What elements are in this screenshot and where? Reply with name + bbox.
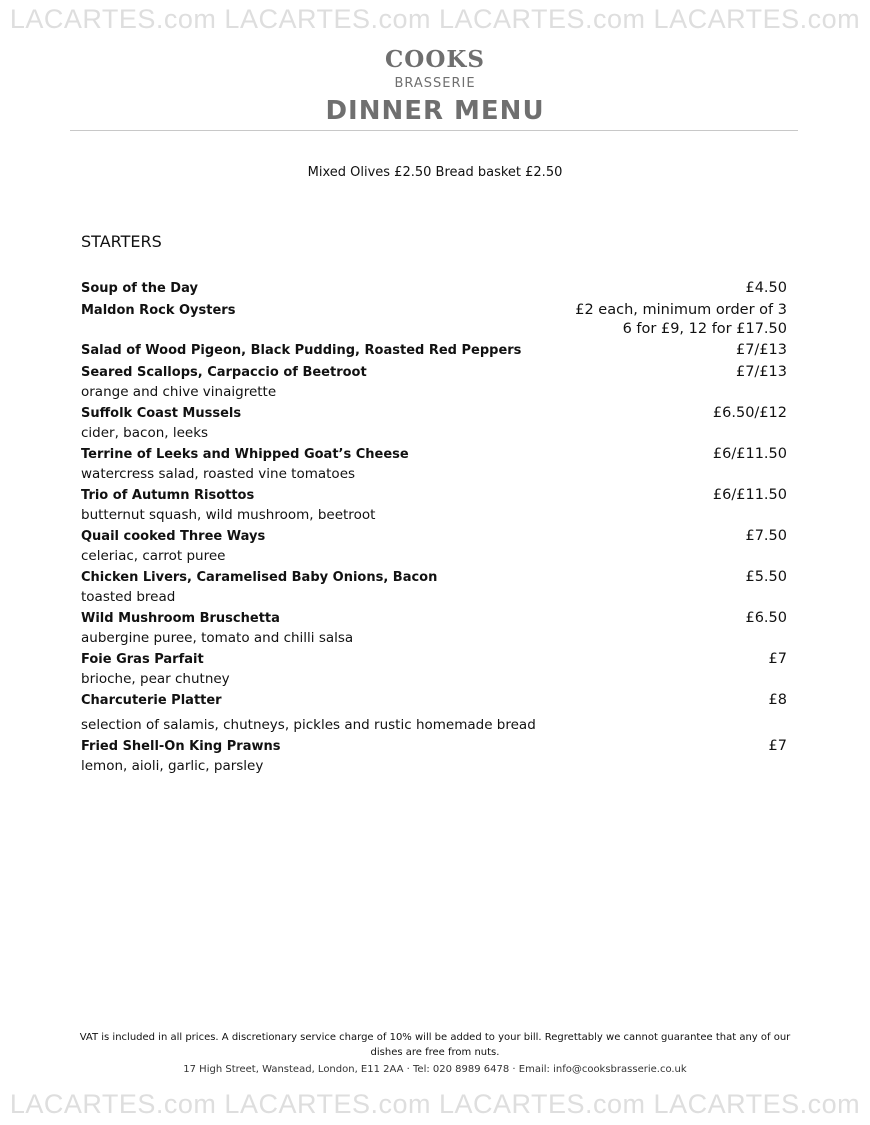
menu-item [81,691,787,735]
menu-item-text [81,737,769,776]
menu-item [81,404,787,443]
restaurant-subtitle: BRASSERIE [394,76,476,91]
menu-item-price: £7 [768,651,787,667]
menu-item-price: £6.50 [745,610,787,626]
menu-item [81,609,787,648]
menu-item-price: £8 [768,692,787,708]
menu-item-text [81,404,713,443]
menu-item-text [81,279,745,299]
menu-item [81,301,787,339]
menu-item-price: £7/£13 [735,342,787,358]
menu-item-price: £2 each, minimum order of 3 6 for £9, 12 for £17.50 [575,302,787,337]
menu-item-description: cider, bacon, leeks [81,425,209,441]
menu-item-price: £6/£11.50 [712,446,787,462]
menu-item-text [81,445,713,484]
menu-item-name: Foie Gras Parfait [81,652,204,667]
menu-item-name: Charcuterie Platter [81,693,222,708]
menu-item-name: Quail cooked Three Ways [81,529,266,544]
menu-item [81,363,787,402]
menu-item-text [81,486,713,525]
section-title-starters: STARTERS [81,232,162,251]
menu-item [81,341,787,361]
menu-item-description: orange and chive vinaigrette [81,384,277,400]
menu-item-description: lemon, aioli, garlic, parsley [81,758,264,774]
menu-item [81,568,787,607]
menu-item-price: £7.50 [745,528,787,544]
footer-note: VAT is included in all prices. A discretionary service charge of 10% will be added to your bill. Regrettably we cannot guarantee that any of our dishes are free from nuts. [79,1032,791,1058]
menu-item-description: brioche, pear chutney [81,671,230,687]
menu-item-name: Salad of Wood Pigeon, Black Pudding, Roasted Red Peppers [81,343,522,358]
menu-item-price: £6/£11.50 [712,487,787,503]
menu-header [0,46,870,128]
menu-item-text [81,363,736,402]
menu-item-description: selection of salamis, chutneys, pickles and rustic homemade bread [81,717,536,733]
footer-address: 17 High Street, Wanstead, London, E11 2AA · Tel: 020 8989 6478 · Email: info@cooksbrasserie.co.uk [183,1064,687,1075]
menu-item-text [81,691,769,735]
menu-item-description: celeriac, carrot puree [81,548,226,564]
menu-item-price: £6.50/£12 [712,405,787,421]
menu-item-description: watercress salad, roasted vine tomatoes [81,466,356,482]
menu-item-text [81,609,745,648]
extras-line: Mixed Olives £2.50 Bread basket £2.50 [307,165,563,180]
header-divider [70,130,798,131]
menu-item-text [81,301,575,321]
menu-title: DINNER MENU [325,96,545,126]
menu-item-name: Chicken Livers, Caramelised Baby Onions, Bacon [81,570,438,585]
menu-item [81,527,787,566]
menu-item-text [81,568,745,607]
menu-item-name: Suffolk Coast Mussels [81,406,242,421]
watermark-top: LACARTES.com LACARTES.com LACARTES.com LACARTES.com [9,4,861,34]
menu-item-name: Trio of Autumn Risottos [81,488,255,503]
starters-list [81,279,787,778]
watermark-bottom: LACARTES.com LACARTES.com LACARTES.com LACARTES.com [9,1089,861,1119]
menu-item [81,737,787,776]
menu-item-name: Maldon Rock Oysters [81,303,236,318]
menu-item [81,486,787,525]
menu-item-text [81,341,736,361]
menu-item-name: Seared Scallops, Carpaccio of Beetroot [81,365,367,380]
menu-item-price: £7 [768,738,787,754]
menu-item [81,650,787,689]
menu-item-description: butternut squash, wild mushroom, beetroot [81,507,376,523]
menu-item-name: Soup of the Day [81,281,198,296]
menu-item-description: toasted bread [81,589,176,605]
menu-item-price: £7/£13 [735,364,787,380]
menu-item-name: Fried Shell-On King Prawns [81,739,281,754]
menu-item-price: £4.50 [745,280,787,296]
menu-item-description: aubergine puree, tomato and chilli salsa [81,630,354,646]
menu-item-text [81,527,745,566]
restaurant-name: COOKS [385,46,485,73]
menu-item-text [81,650,769,689]
menu-item [81,445,787,484]
menu-item-price: £5.50 [745,569,787,585]
menu-item-name: Wild Mushroom Bruschetta [81,611,280,626]
menu-item-name: Terrine of Leeks and Whipped Goat’s Cheese [81,447,409,462]
menu-item [81,279,787,299]
